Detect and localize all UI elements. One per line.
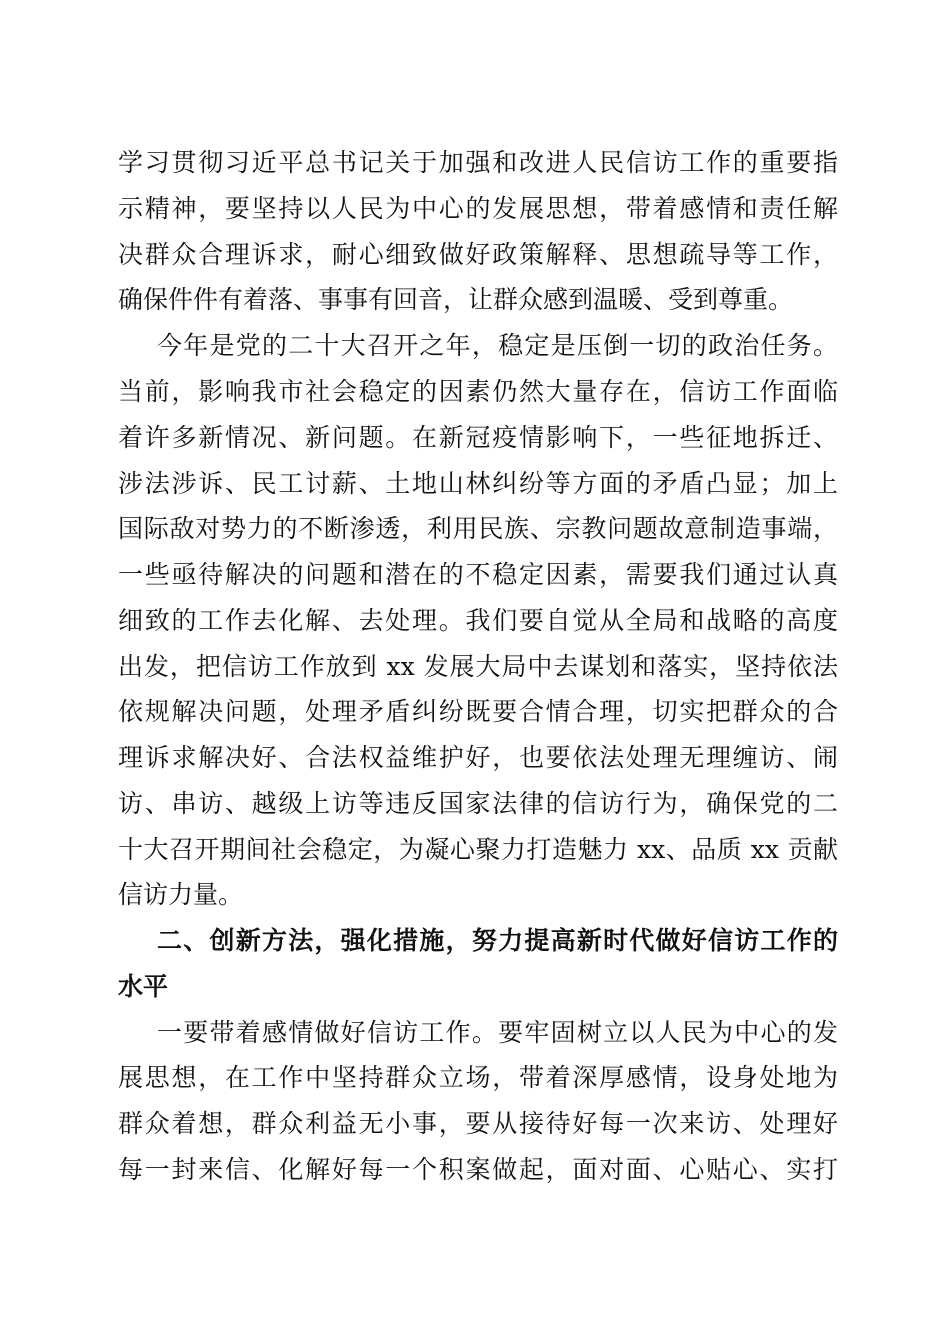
section-heading: 二、创新方法，强化措施，努力提高新时代做好信访工作的 <box>157 926 838 955</box>
paragraph-first-line: 一要带着感情做好信访工作。要牢固树立以人民为中心的发 <box>157 1018 838 1047</box>
body-text-line: 国际敌对势力的不断渗透，利用民族、宗教问题故意制造事端， <box>118 514 838 543</box>
body-text-line: 访、串访、越级上访等违反国家法律的信访行为，确保党的二 <box>118 789 838 818</box>
body-text-line: 信访力量。 <box>118 880 244 909</box>
body-text-line: 群众着想，群众利益无小事，要从接待好每一次来访、处理好 <box>118 1109 838 1138</box>
body-text-line: 十大召开期间社会稳定，为凝心聚力打造魅力 xx、品质 xx 贡献 <box>118 835 838 864</box>
body-text-line: 每一封来信、化解好每一个积案做起，面对面、心贴心、实打 <box>118 1155 838 1184</box>
body-text-line: 学习贯彻习近平总书记关于加强和改进人民信访工作的重要指 <box>118 148 838 177</box>
body-text-line: 展思想，在工作中坚持群众立场，带着深厚感情，设身处地为 <box>118 1063 838 1092</box>
body-text-line: 依规解决问题，处理矛盾纠纷既要合情合理，切实把群众的合 <box>118 697 838 726</box>
body-text-line: 着许多新情况、新问题。在新冠疫情影响下，一些征地拆迁、 <box>118 423 838 452</box>
body-text-line: 理诉求解决好、合法权益维护好，也要依法处理无理缠访、闹 <box>118 743 838 772</box>
body-text-line: 确保件件有着落、事事有回音，让群众感到温暖、受到尊重。 <box>118 285 794 314</box>
section-heading-continued: 水平 <box>118 972 169 1001</box>
paragraph-first-line: 今年是党的二十大召开之年，稳定是压倒一切的政治任务。 <box>157 331 838 360</box>
body-text-line: 示精神，要坚持以人民为中心的发展思想，带着感情和责任解 <box>118 194 838 223</box>
body-text-line: 决群众合理诉求，耐心细致做好政策解释、思想疏导等工作， <box>118 240 838 269</box>
body-text-line: 一些亟待解决的问题和潜在的不稳定因素，需要我们通过认真 <box>118 560 838 589</box>
body-text-line: 细致的工作去化解、去处理。我们要自觉从全局和战略的高度 <box>118 606 838 635</box>
body-text-line: 当前，影响我市社会稳定的因素仍然大量存在，信访工作面临 <box>118 377 838 406</box>
body-text-line: 出发，把信访工作放到 xx 发展大局中去谋划和落实，坚持依法 <box>118 652 838 681</box>
body-text-line: 涉法涉诉、民工讨薪、土地山林纠纷等方面的矛盾凸显；加上 <box>118 469 838 498</box>
